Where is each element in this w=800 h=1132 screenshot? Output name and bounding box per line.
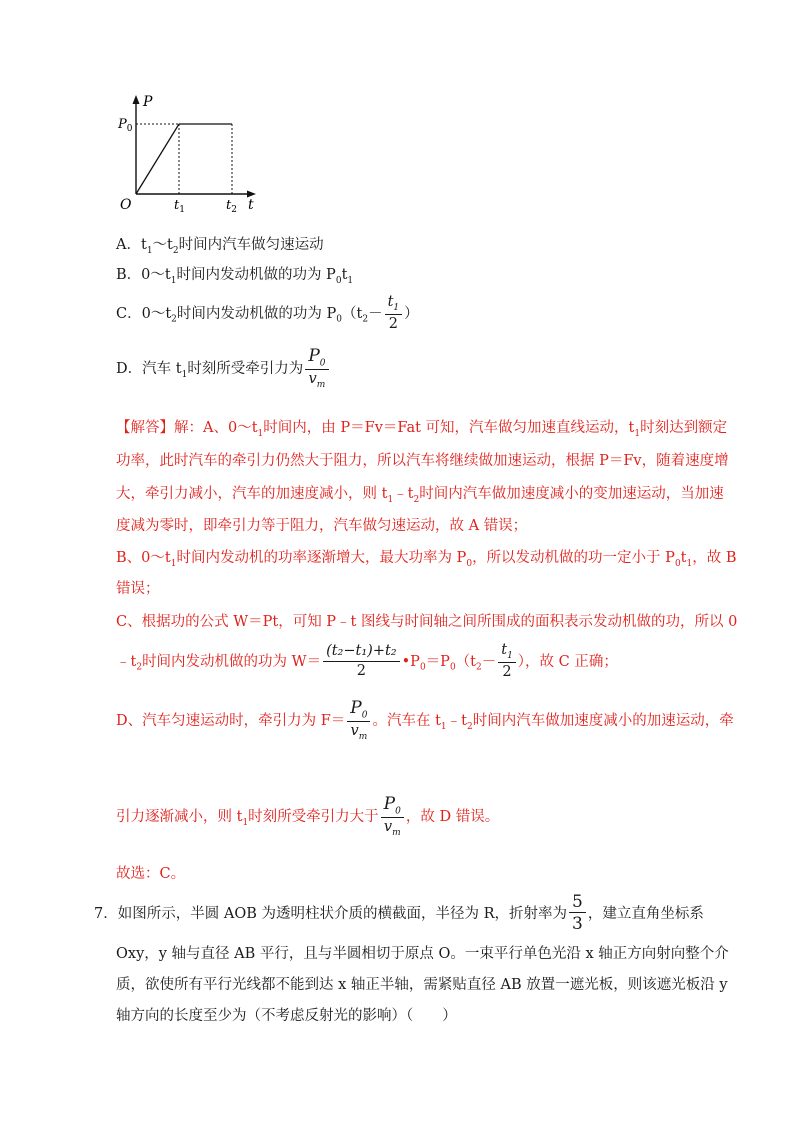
t1-label: $t_1$ bbox=[174, 198, 185, 215]
option-c: C．$0\sim t_2$时间内发动机做的功为 $P_0(t_2-$ $\frac{t_1}{2}$ ） bbox=[116, 294, 419, 332]
t2-label: $t_2$ bbox=[226, 198, 237, 215]
question-7-line-2: Oxy，y 轴与直径 AB 平行，且与半圆相切于原点 O。一束平行单色光沿 x 轴正方向射向整个介 bbox=[116, 946, 729, 962]
p0-label: $P_0$ bbox=[118, 117, 133, 134]
answer-line-10: 引力逐渐减小，则 $t_1$时刻所受牵引力大于 $\frac{P_0}{v_m}$ ，故 D 错误。 bbox=[116, 794, 500, 839]
power-time-graph bbox=[108, 92, 268, 216]
question-number: 7． bbox=[94, 905, 118, 922]
origin-label: O bbox=[120, 197, 132, 213]
option-a: A．$t_1\sim t_2$时间内汽车做匀速运动 bbox=[116, 237, 324, 256]
answer-line-6: 错误； bbox=[116, 581, 160, 597]
p-axis-label: P bbox=[143, 94, 153, 110]
question-7-line-4: 轴方向的长度至少为（不考虑反射光的影响）（ ） bbox=[116, 1008, 457, 1024]
force-fraction-1: $\frac{P_0}{v_m}$ bbox=[347, 698, 370, 744]
option-c-fraction: $\frac{t_1}{2}$ bbox=[385, 294, 403, 334]
question-7-line-3: 质，欲使所有平行光线都不能到达 x 轴正半轴，需紧贴直径 AB 放置一遮光板，则该遮光板沿 y bbox=[116, 977, 728, 993]
answer-line-9: D、汽车匀速运动时，牵引力为 F＝ $\frac{P_0}{v_m}$ 。汽车在 $t_1﹣t_2$时间内汽车做加速度减小的加速运动，牵 bbox=[116, 698, 734, 743]
answer-line-8: $﹣t_2$时间内发动机做的功为 W＝ $\frac{\text{(t₂−t₁)+t₂}}{2}$ $•P_0=P_0(t_2-$ $\frac{t_1}{2}$ ），故 C 正确； bbox=[116, 642, 618, 680]
question-7-line-1: 7．如图所示，半圆 AOB 为透明柱状介质的横截面，半径为 R，折射率为 $\frac{5}{3}$ ，建立直角坐标系 bbox=[94, 892, 704, 935]
ramp-line bbox=[136, 124, 179, 194]
answer-line-4: 度减为零时，即牵引力等于阻力，汽车做匀速运动，故 A 错误； bbox=[116, 518, 528, 534]
option-d: D．汽车 $t_1$时刻所受牵引力为 $\frac{P_0}{v_m}$ bbox=[116, 346, 331, 392]
option-d-fraction: $\frac{P_0}{v_m}$ bbox=[305, 346, 328, 392]
answer-line-5: B、$0\sim t_1$时间内发动机的功率逐渐增大，最大功率为 $P_0$，所以发动机做的功一定小于 $P_0t_1$，故 B bbox=[116, 550, 737, 569]
t-axis-label: t bbox=[248, 197, 254, 213]
refractive-index-fraction: $\frac{5}{3}$ bbox=[569, 892, 586, 935]
answer-tag: 【解答】 bbox=[116, 420, 174, 436]
work-fraction: $\frac{\text{(t₂−t₁)+t₂}}{2}$ bbox=[323, 643, 400, 680]
force-fraction-2: $\frac{P_0}{v_m}$ bbox=[381, 794, 404, 840]
answer-line-7: C、根据功的公式 W＝Pt，可知 P﹣t 图线与时间轴之间所围成的面积表示发动机做的功，所以 0 bbox=[116, 614, 738, 630]
t1-half-fraction: $\frac{t_1}{2}$ bbox=[498, 642, 516, 682]
answer-line-11: 故选：C。 bbox=[116, 866, 186, 882]
p-axis-arrow bbox=[133, 95, 140, 104]
option-b: B．$0\sim t_1$时间内发动机做的功为 $P_0t_1$ bbox=[116, 267, 354, 286]
answer-line-3: 大，牵引力减小，汽车的加速度减小，则 $t_1﹣t_2$时间内汽车做加速度减小的变加速运动，当加速 bbox=[116, 486, 724, 505]
answer-line-2: 功率，此时汽车的牵引力仍然大于阻力，所以汽车将继续做加速运动，根据 P＝Fv，随着速度增 bbox=[116, 453, 729, 469]
answer-line-1: 【解答】解：A、$0\sim t_1$时间内，由 P＝Fv＝Fat 可知，汽车做匀加速直线运动，$t_1$时刻达到额定 bbox=[116, 420, 728, 439]
